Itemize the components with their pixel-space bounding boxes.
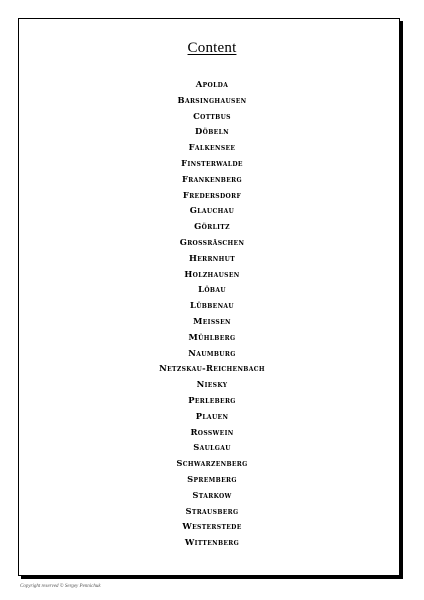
list-item: Falkensee [188, 142, 236, 153]
list-item: Spremberg [187, 473, 237, 484]
list-item: Starkow [192, 489, 232, 500]
list-item: Rosswein [190, 426, 234, 437]
list-item: Westerstede [182, 521, 242, 532]
list-item: Görlitz [194, 221, 230, 232]
list-item: Saulgau [193, 442, 231, 453]
list-item: Cottbus [193, 110, 231, 121]
copyright-footer: Copyright reserved © Sergey Pennichuk [20, 584, 101, 589]
list-item: Glauchau [189, 205, 235, 216]
list-item: Naumburg [188, 347, 236, 358]
page-title: Content [187, 40, 237, 56]
list-item: Netzskau-Reichenbach [159, 363, 265, 374]
list-item: Holzhausen [184, 268, 240, 279]
list-item: Mühlberg [188, 331, 236, 342]
list-item: Perleberg [188, 394, 236, 405]
list-item: Apolda [195, 79, 229, 89]
list-item: Döbeln [195, 126, 229, 137]
list-item: Frankenberg [182, 173, 242, 184]
list-item: Herrnhut [188, 252, 236, 263]
list-item: Löbau [198, 284, 226, 295]
list-item: Fredersdorf [182, 189, 242, 200]
list-item: Lübbenau [189, 300, 234, 311]
list-item: Strausberg [185, 505, 239, 516]
list-item: Plauen [195, 410, 229, 421]
list-item: Niesky [196, 379, 228, 390]
list-item: Schwarzenberg [176, 458, 248, 469]
list-item: Barsinghausen [177, 94, 247, 105]
list-item: Meissen [193, 315, 231, 326]
list-item: Wittenberg [184, 537, 240, 548]
list-item: Finsterwalde [181, 157, 243, 168]
list-item: Grossräschen [179, 236, 245, 247]
content-list [0, 77, 424, 551]
